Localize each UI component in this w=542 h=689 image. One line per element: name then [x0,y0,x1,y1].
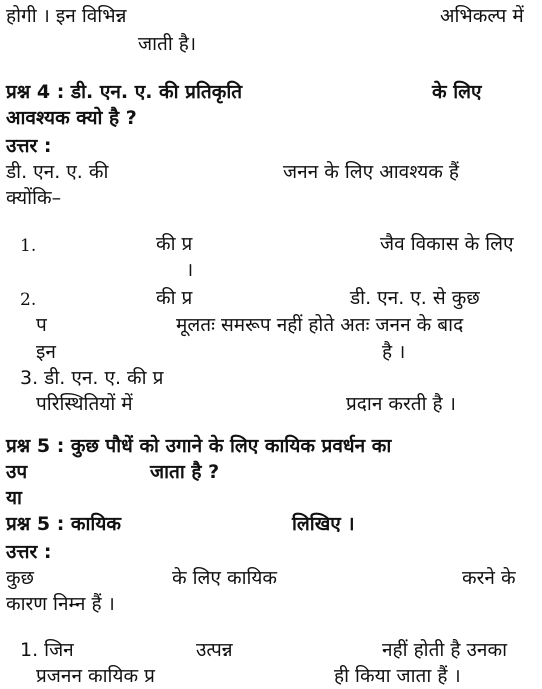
question-heading: लिखिए । [292,513,355,535]
text-line: प [36,314,47,336]
text-line: जनन के लिए आवश्यक हैं [283,161,460,183]
question-heading: उप [6,461,28,483]
text-line: की प्र [156,233,193,255]
text-line: है । [382,341,406,363]
text-line: 3. डी. एन. ए. की प्र [20,367,164,389]
text-line: प्रजनन कायिक प्र [36,665,155,687]
text-line: उत्पन्न [196,639,233,661]
text-line: डी. एन. ए. की [6,161,109,183]
text-line: जाती है। [138,33,197,55]
answer-label: उत्तर : [6,135,52,157]
text-line: नहीं होती है उनका [382,639,507,661]
text-line: मूलतः समरूप नहीं होते अतः जनन के बाद [176,314,464,336]
text-line: परिस्थितियों में [36,393,133,415]
text-line: अभिकल्प में [440,5,524,27]
list-number: 2. [20,290,37,310]
text-line: कारण निम्न हैं । [6,593,115,615]
list-number: 1. [20,236,37,256]
answer-label: उत्तर : [6,541,52,563]
text-line: होगी । इन विभिन्न [6,5,127,27]
text-line: । [186,259,194,281]
text-line: करने के [462,567,516,589]
text-line: की प्र [156,287,193,309]
question-heading: जाता है ? [150,461,220,483]
text-line: प्रदान करती है । [346,393,456,415]
question-heading: प्रश्न 4 : डी. एन. ए. की प्रतिकृति [6,81,243,103]
question-heading: प्रश्न 5 : कायिक [6,513,121,535]
text-line: कुछ [6,567,34,589]
text-line: क्योंकि– [6,187,62,209]
text-line: ही किया जाता हैं । [334,665,461,687]
text-line: इन [36,341,56,363]
text-line: डी. एन. ए. से कुछ [350,287,480,309]
question-heading: या [6,487,22,509]
question-heading: आवश्यक क्यो है ? [6,107,137,129]
question-heading: के लिए [432,81,482,103]
text-line: 1. जिन [20,639,74,661]
text-line: के लिए कायिक [172,567,278,589]
question-heading: प्रश्न 5 : कुछ पौधें को उगाने के लिए कायिक प्रवर्धन का [6,435,392,457]
text-line: जैव विकास के लिए [380,233,514,255]
